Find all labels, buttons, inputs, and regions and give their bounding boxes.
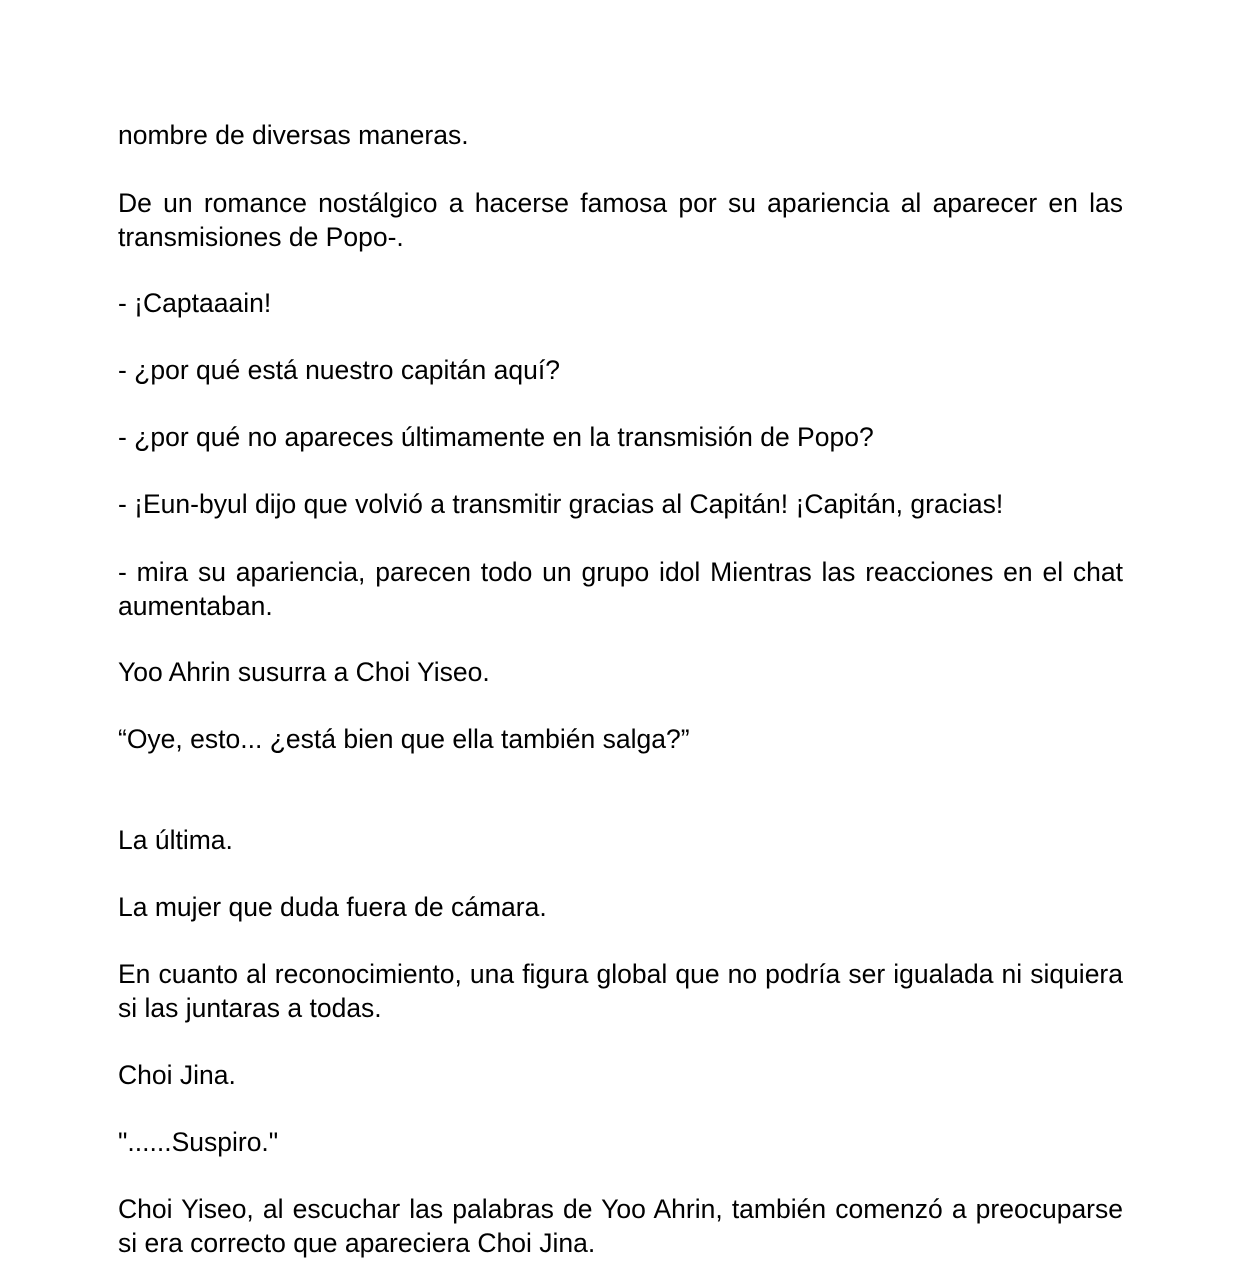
dialogue-line: - ¡Captaaain! xyxy=(118,288,272,318)
paragraph: En cuanto al reconocimiento, una figura global que no podría ser igualada ni siquiera si las juntaras a todas. xyxy=(118,959,1123,1023)
paragraph: Choi Yiseo, al escuchar las palabras de Yoo Ahrin, también comenzó a preocuparse si era correcto que apareciera Choi Jina. xyxy=(118,1194,1123,1258)
dialogue-line: - ¿por qué no apareces últimamente en la transmisión de Popo? xyxy=(118,422,874,452)
paragraph: Choi Jina. xyxy=(118,1060,236,1090)
dialogue-line: - ¿por qué está nuestro capitán aquí? xyxy=(118,355,560,385)
paragraph: La última. xyxy=(118,825,233,855)
paragraph: nombre de diversas maneras. xyxy=(118,120,469,150)
quoted-dialogue: "......Suspiro." xyxy=(118,1127,279,1157)
paragraph: Yoo Ahrin susurra a Choi Yiseo. xyxy=(118,657,490,687)
paragraph: De un romance nostálgico a hacerse famosa por su apariencia al aparecer en las transmisiones de Popo-. xyxy=(118,188,1123,252)
dialogue-line: - mira su apariencia, parecen todo un grupo idol Mientras las reacciones en el chat aumentaban. xyxy=(118,557,1123,621)
quoted-dialogue: “Oye, esto... ¿está bien que ella también salga?” xyxy=(118,724,690,754)
paragraph: La mujer que duda fuera de cámara. xyxy=(118,892,547,922)
dialogue-line: - ¡Eun-byul dijo que volvió a transmitir gracias al Capitán! ¡Capitán, gracias! xyxy=(118,489,1004,519)
